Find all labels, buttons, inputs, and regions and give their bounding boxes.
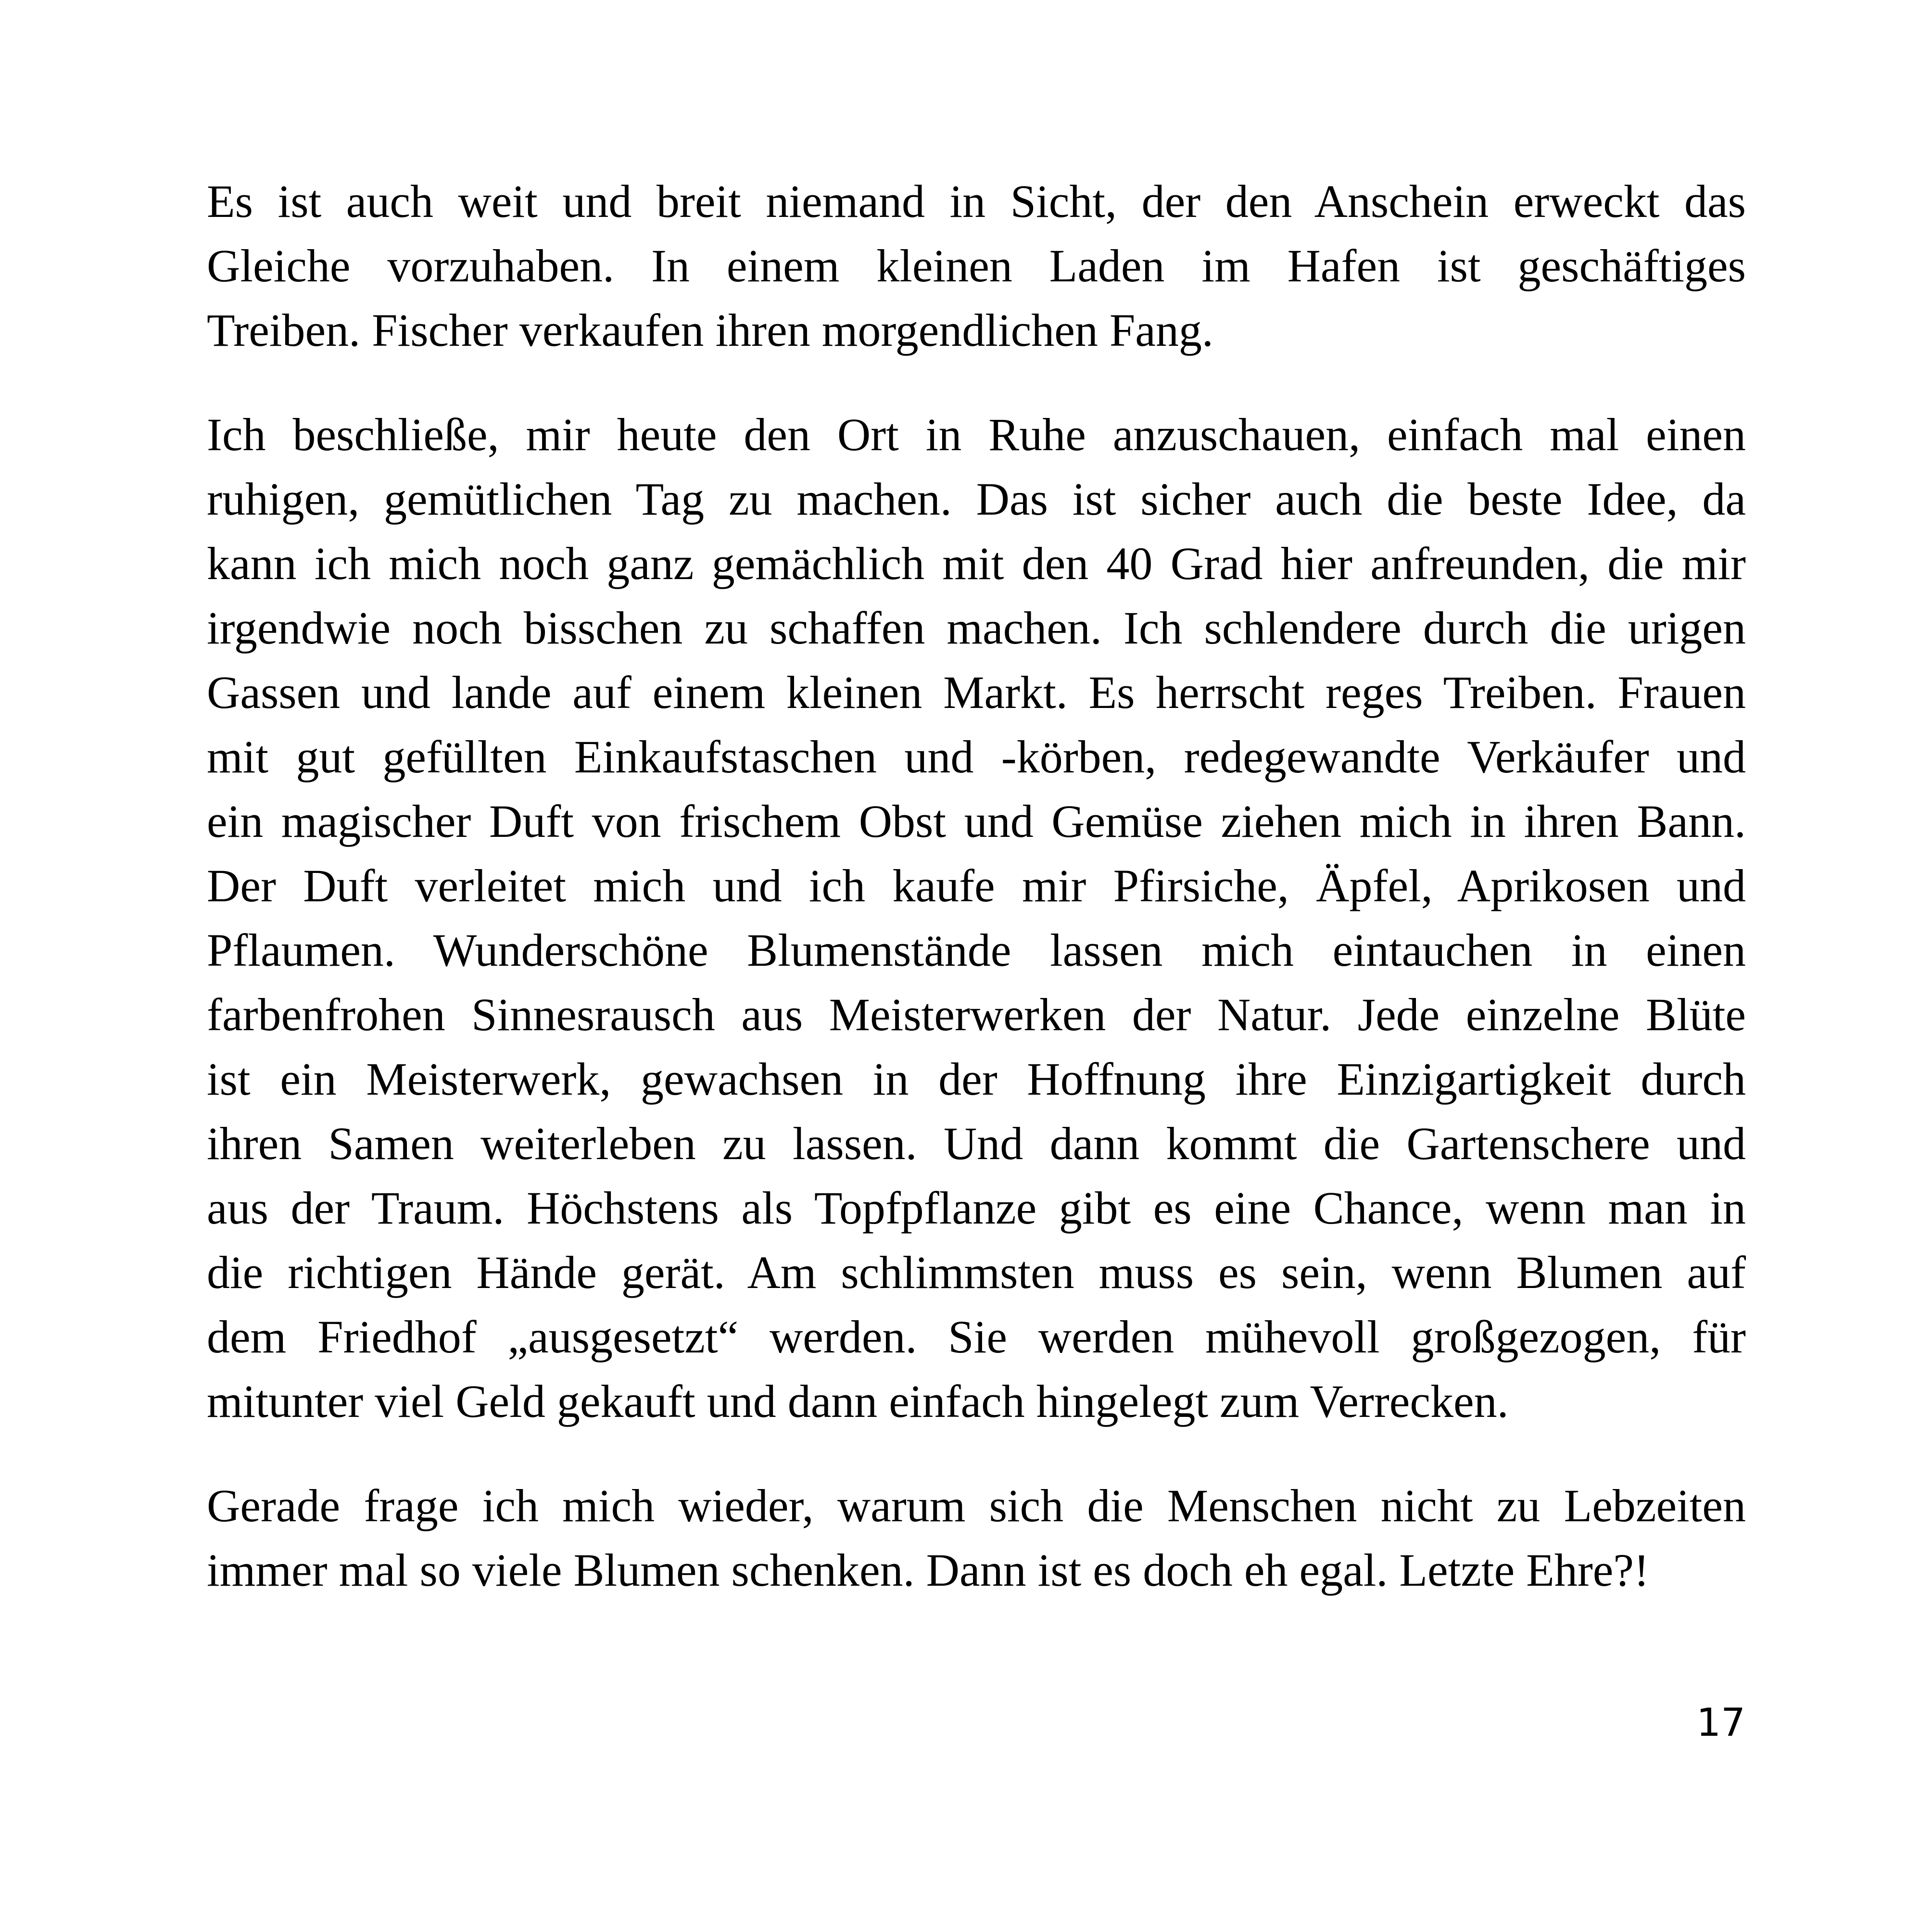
text-line: Der Duft verleitet mich und ich kaufe mir Pfirsiche, Äpfel, Aprikosen und: [207, 860, 1746, 911]
paragraph: [207, 1474, 1746, 1603]
text-line: Gerade frage ich mich wieder, warum sich die Menschen nicht zu Lebzeiten: [207, 1480, 1746, 1531]
text-line: Ich beschließe, mir heute den Ort in Ruhe anzuschauen, einfach mal einen: [207, 409, 1746, 460]
text-line: ruhigen, gemütlichen Tag zu machen. Das ist sicher auch die beste Idee, da: [207, 473, 1746, 525]
text-line: ist ein Meisterwerk, gewachsen in der Hoffnung ihre Einzigartigkeit durch: [207, 1053, 1746, 1105]
body-text: [207, 169, 1746, 1642]
text-line: mit gut gefüllten Einkaufstaschen und -körben, redegewandte Verkäufer und: [207, 731, 1746, 783]
paragraph: [207, 403, 1746, 1434]
text-line: Gleiche vorzuhaben. In einem kleinen Laden im Hafen ist geschäftiges: [207, 240, 1746, 291]
text-line: die richtigen Hände gerät. Am schlimmsten muss es sein, wenn Blumen auf: [207, 1247, 1746, 1298]
text-line: ein magischer Duft von frischem Obst und Gemüse ziehen mich in ihren Bann.: [207, 796, 1746, 847]
text-line: dem Friedhof „ausgesetzt“ werden. Sie werden mühevoll großgezogen, für: [207, 1311, 1746, 1363]
paragraph: [207, 169, 1746, 363]
page-number: 17: [1696, 1700, 1745, 1745]
text-line: immer mal so viele Blumen schenken. Dann ist es doch eh egal. Letzte Ehre?!: [207, 1544, 1649, 1596]
text-line: Treiben. Fischer verkaufen ihren morgendlichen Fang.: [207, 304, 1213, 356]
text-line: kann ich mich noch ganz gemächlich mit den 40 Grad hier anfreunden, die mir: [207, 538, 1746, 589]
text-line: farbenfrohen Sinnesrausch aus Meisterwerken der Natur. Jede einzelne Blüte: [207, 989, 1746, 1040]
text-line: irgendwie noch bisschen zu schaffen machen. Ich schlendere durch die urigen: [207, 602, 1746, 654]
text-line: aus der Traum. Höchstens als Topfpflanze gibt es eine Chance, wenn man in: [207, 1182, 1746, 1234]
text-line: ihren Samen weiterleben zu lassen. Und dann kommt die Gartenschere und: [207, 1118, 1746, 1169]
text-line: mitunter viel Geld gekauft und dann einfach hingelegt zum Verrecken.: [207, 1376, 1509, 1427]
text-line: Es ist auch weit und breit niemand in Sicht, der den Anschein erweckt das: [207, 176, 1746, 227]
text-line: Pflaumen. Wunderschöne Blumenstände lassen mich eintauchen in einen: [207, 924, 1746, 976]
text-line: Gassen und lande auf einem kleinen Markt. Es herrscht reges Treiben. Frauen: [207, 667, 1746, 718]
